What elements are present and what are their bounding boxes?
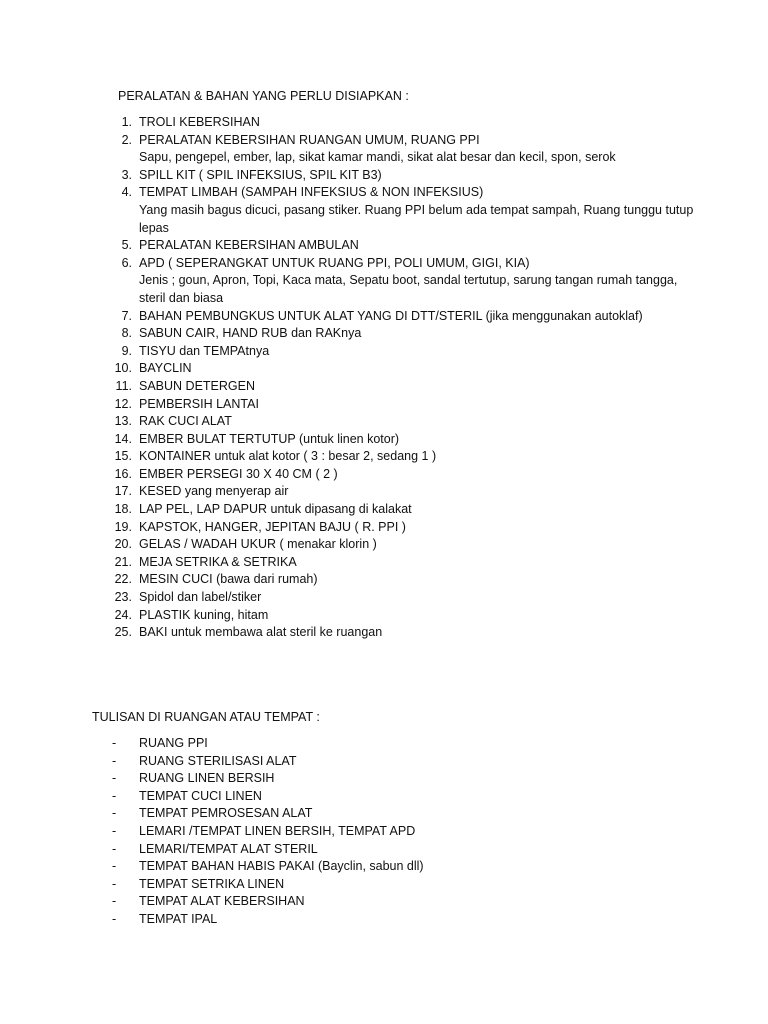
list-item: [106, 536, 706, 554]
list-item: [106, 184, 706, 237]
list-item-number: 13.: [114, 414, 132, 429]
list-item: [106, 167, 706, 185]
list-item-number: 11.: [115, 378, 132, 393]
list-item-text: LEMARI/TEMPAT ALAT STERIL: [139, 841, 318, 856]
list-item-number: 20.: [114, 537, 132, 552]
list-item: [106, 325, 706, 343]
list-item-text: BAKI untuk membawa alat steril ke ruangan: [139, 625, 383, 640]
list-bullet: -: [112, 736, 117, 750]
list-item-text: SPILL KIT ( SPIL INFEKSIUS, SPIL KIT B3): [139, 167, 382, 182]
list-item-text: PLASTIK kuning, hitam: [139, 607, 269, 622]
list-item: [106, 519, 706, 537]
list-item-text: BAHAN PEMBUNGKUS UNTUK ALAT YANG DI DTT/STERIL (jika menggunakan autoklaf): [139, 308, 643, 323]
list-item: [112, 911, 612, 929]
list-bullet: -: [112, 771, 117, 786]
list-item-text: KESED yang menyerap air: [139, 484, 289, 499]
list-item-number: 18.: [114, 502, 132, 517]
list-item-text: KONTAINER untuk alat kotor ( 3 : besar 2, sedang 1 ): [139, 449, 437, 464]
list-bullet: -: [112, 894, 117, 909]
list-item-text: TROLI KEBERSIHAN: [139, 115, 260, 129]
list-item-text: TEMPAT ALAT KEBERSIHAN: [139, 894, 305, 909]
list-bullet: -: [112, 876, 117, 891]
list-item-text: TEMPAT IPAL: [139, 911, 218, 926]
list-item-text: RUANG LINEN BERSIH: [139, 771, 275, 786]
list-item-text: RUANG PPI: [139, 736, 208, 750]
list-item: [106, 378, 706, 396]
list-bullet: -: [112, 788, 117, 803]
list-item: [112, 735, 612, 753]
list-item-text: SABUN DETERGEN: [139, 378, 255, 393]
room-signs-list: [112, 735, 612, 929]
list-item-number: 24.: [114, 607, 132, 622]
list-bullet: -: [112, 841, 117, 856]
list-item-text: LAP PEL, LAP DAPUR untuk dipasang di kalakat: [139, 502, 412, 517]
list-item-number: 22.: [114, 572, 132, 587]
list-item-number: 8.: [121, 326, 132, 341]
list-item-number: 17.: [114, 484, 132, 499]
list-item-text: GELAS / WADAH UKUR ( menakar klorin ): [139, 537, 377, 552]
list-item: [112, 823, 612, 841]
list-item: [106, 255, 706, 308]
list-item-text: LEMARI /TEMPAT LINEN BERSIH, TEMPAT APD: [139, 823, 416, 838]
list-item: [112, 858, 612, 876]
list-item-number: 6.: [121, 255, 132, 270]
list-item-number: 2.: [121, 132, 132, 147]
list-item-text: Spidol dan label/stiker: [139, 590, 262, 605]
list-item: [106, 554, 706, 572]
list-item-text: EMBER PERSEGI 30 X 40 CM ( 2 ): [139, 466, 338, 481]
list-item: [106, 589, 706, 607]
list-item-text: TEMPAT SETRIKA LINEN: [139, 876, 285, 891]
list-item-detail: Sapu, pengepel, ember, lap, sikat kamar mandi, sikat alat besar dan kecil, spon, serok: [139, 150, 616, 165]
list-item: [106, 483, 706, 501]
list-item: [106, 413, 706, 431]
list-item-detail: Yang masih bagus dicuci, pasang stiker. Ruang PPI belum ada tempat sampah, Ruang tunggu tutup lepas: [139, 202, 694, 235]
list-item: [112, 788, 612, 806]
list-item-number: 12.: [114, 396, 132, 411]
list-item: [106, 431, 706, 449]
list-item: [112, 876, 612, 894]
list-item-text: PEMBERSIH LANTAI: [139, 396, 259, 411]
list-item-number: 14.: [114, 431, 132, 446]
list-item-number: 9.: [121, 343, 132, 358]
list-item-number: 15.: [114, 449, 132, 464]
list-item-text: MEJA SETRIKA & SETRIKA: [139, 554, 297, 569]
equipment-list: [106, 114, 706, 642]
list-item-text: MESIN CUCI (bawa dari rumah): [139, 572, 318, 587]
list-item-number: 1.: [121, 115, 132, 129]
list-item: [106, 396, 706, 414]
list-item-text: PERALATAN KEBERSIHAN RUANGAN UMUM, RUANG PPI: [139, 132, 480, 147]
list-item: [112, 841, 612, 859]
list-bullet: -: [112, 823, 117, 838]
list-item-text: PERALATAN KEBERSIHAN AMBULAN: [139, 238, 359, 253]
list-item: [106, 360, 706, 378]
list-item-number: 21.: [114, 554, 132, 569]
list-item-number: 25.: [114, 625, 132, 640]
list-item: [106, 237, 706, 255]
list-item-text: KAPSTOK, HANGER, JEPITAN BAJU ( R. PPI ): [139, 519, 406, 534]
list-item: [106, 466, 706, 484]
list-item: [106, 571, 706, 589]
list-item-text: BAYCLIN: [139, 361, 192, 376]
section-heading-equipment: PERALATAN & BAHAN YANG PERLU DISIAPKAN :: [118, 89, 409, 103]
list-item: [112, 770, 612, 788]
list-item-number: 19.: [114, 519, 132, 534]
list-item-text: TEMPAT CUCI LINEN: [139, 788, 262, 803]
list-item-number: 23.: [114, 590, 132, 605]
list-item-number: 16.: [114, 466, 132, 481]
list-bullet: -: [112, 911, 117, 926]
list-item: [106, 607, 706, 625]
list-bullet: -: [112, 806, 117, 821]
list-item-detail: Jenis ; goun, Apron, Topi, Kaca mata, Sepatu boot, sandal tertutup, sarung tangan rumah tangga, steril dan biasa: [139, 273, 678, 305]
list-bullet: -: [112, 753, 117, 768]
list-item: [106, 343, 706, 361]
list-item: [112, 805, 612, 823]
list-item: [106, 624, 706, 642]
list-item-number: 3.: [121, 167, 132, 182]
list-item-number: 5.: [121, 238, 132, 253]
list-item: [106, 114, 706, 132]
section-heading-room-signs: TULISAN DI RUANGAN ATAU TEMPAT :: [92, 710, 320, 724]
list-bullet: -: [112, 859, 117, 874]
list-item-text: TEMPAT BAHAN HABIS PAKAI (Bayclin, sabun dll): [139, 859, 424, 874]
list-item-text: SABUN CAIR, HAND RUB dan RAKnya: [139, 326, 362, 341]
list-item-number: 10.: [114, 361, 132, 376]
list-item-text: EMBER BULAT TERTUTUP (untuk linen kotor): [139, 431, 400, 446]
list-item: [106, 448, 706, 466]
list-item-text: TEMPAT PEMROSESAN ALAT: [139, 806, 313, 821]
list-item-text: RAK CUCI ALAT: [139, 414, 232, 429]
list-item: [106, 308, 706, 326]
list-item-number: 7.: [121, 308, 132, 323]
list-item: [112, 753, 612, 771]
list-item-text: TISYU dan TEMPAtnya: [139, 343, 270, 358]
list-item: [112, 893, 612, 911]
list-item-number: 4.: [121, 185, 132, 200]
list-item-text: RUANG STERILISASI ALAT: [139, 753, 297, 768]
list-item: [106, 501, 706, 519]
list-item: [106, 132, 706, 167]
list-item-text: TEMPAT LIMBAH (SAMPAH INFEKSIUS & NON INFEKSIUS): [139, 185, 484, 200]
list-item-text: APD ( SEPERANGKAT UNTUK RUANG PPI, POLI UMUM, GIGI, KIA): [139, 255, 530, 270]
